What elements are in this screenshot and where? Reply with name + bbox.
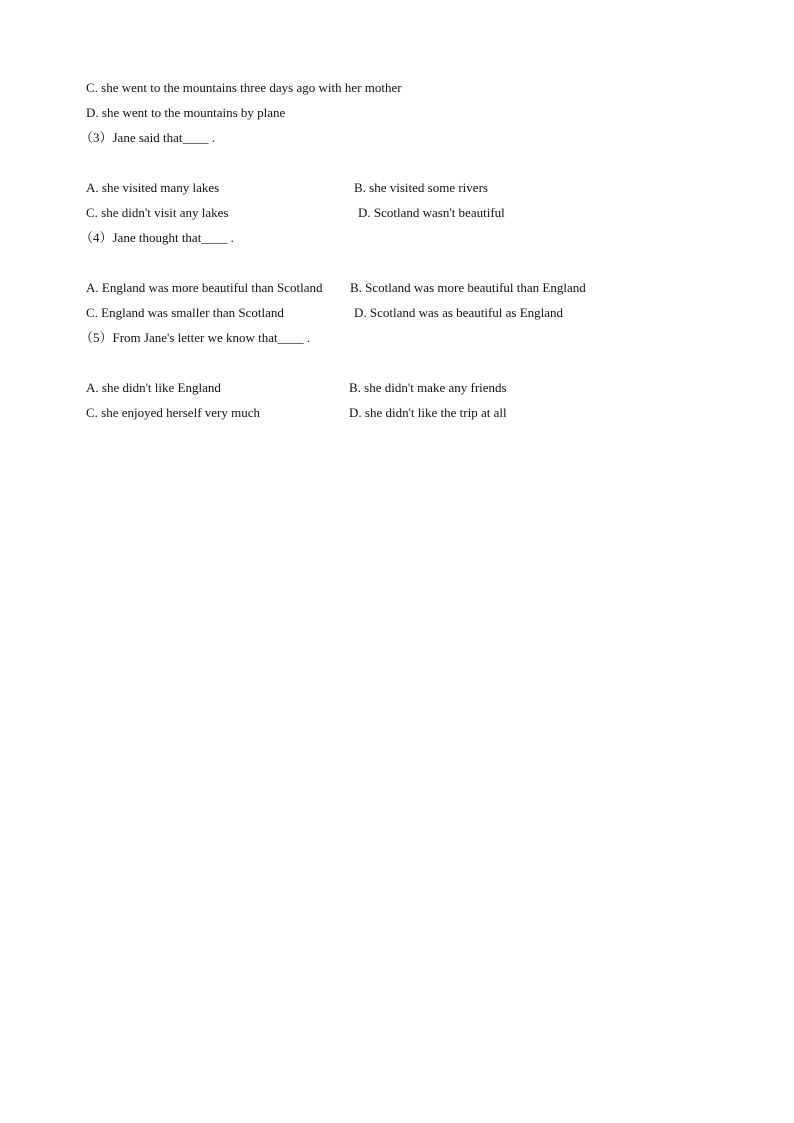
q4-option-c: C. England was smaller than Scotland xyxy=(86,305,284,320)
q4-stem: （4）Jane thought that____ . xyxy=(80,230,234,245)
q3-option-c: C. she didn't visit any lakes xyxy=(86,205,229,220)
q3-option-a: A. she visited many lakes xyxy=(86,180,220,195)
q2-option-d: D. she went to the mountains by plane xyxy=(86,105,286,120)
q4-option-b: B. Scotland was more beautiful than England xyxy=(350,280,586,295)
q5-option-a: A. she didn't like England xyxy=(86,380,221,395)
q5-stem: （5）From Jane's letter we know that____ . xyxy=(80,330,311,345)
q5-option-b: B. she didn't make any friends xyxy=(349,380,507,395)
q5-option-d: D. she didn't like the trip at all xyxy=(349,405,507,420)
q3-stem: （3）Jane said that____ . xyxy=(80,130,216,145)
q4-option-a: A. England was more beautiful than Scotland xyxy=(86,280,323,295)
q3-option-b: B. she visited some rivers xyxy=(354,180,488,195)
q4-option-d: D. Scotland was as beautiful as England xyxy=(354,305,564,320)
q5-option-c: C. she enjoyed herself very much xyxy=(86,405,261,420)
q3-option-d: D. Scotland wasn't beautiful xyxy=(358,205,505,220)
q2-option-c: C. she went to the mountains three days ago with her mother xyxy=(86,80,402,95)
